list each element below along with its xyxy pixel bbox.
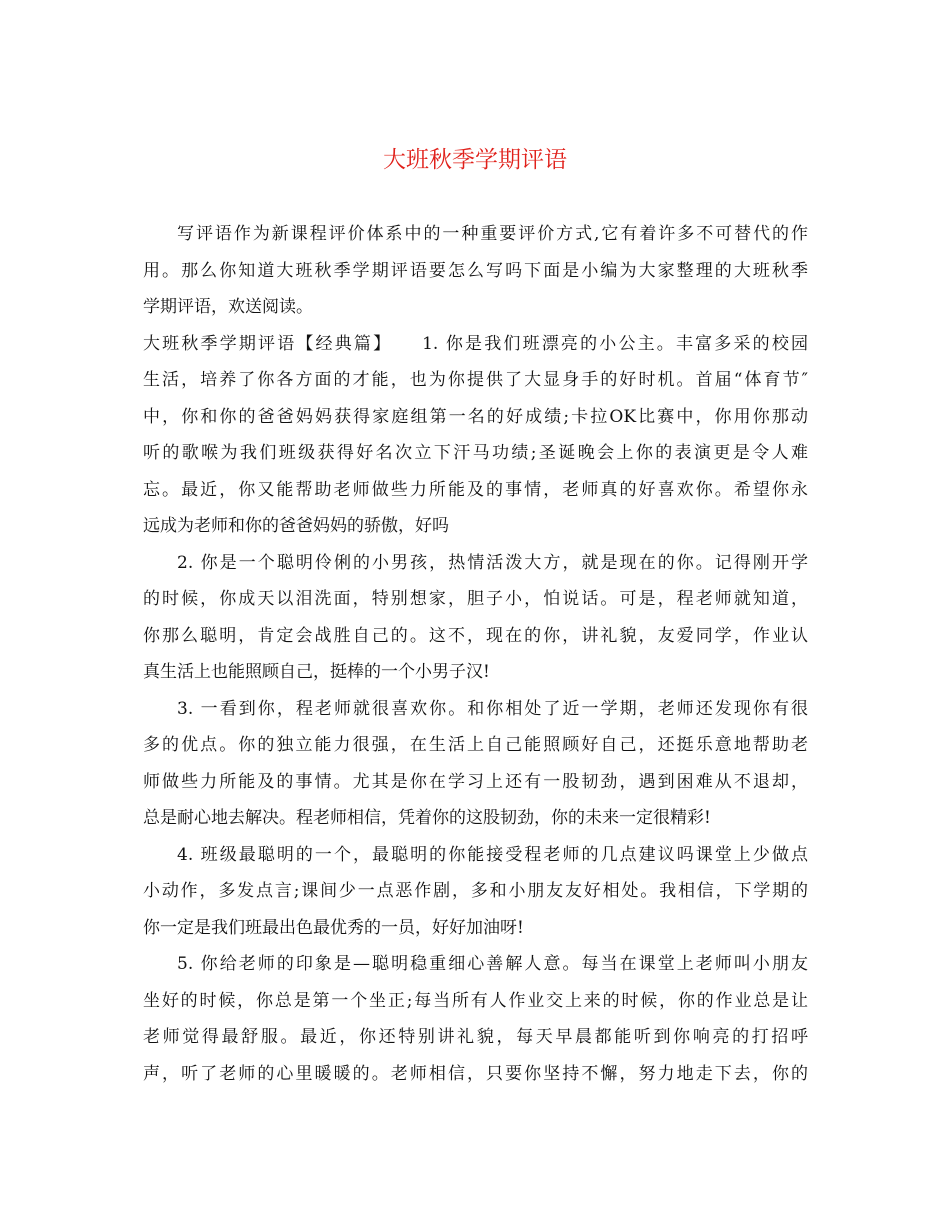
text-line: 5. 你给老师的印象是—聪明稳重细心善解人意。每当在课堂上老师叫小朋友: [177, 954, 808, 974]
text-line: 中，你和你的爸爸妈妈获得家庭组第一名的好成绩;卡拉OK比赛中，你用你那动: [143, 406, 808, 427]
text-line: 2. 你是一个聪明伶俐的小男孩，热情活泼大方，就是现在的你。记得刚开学: [177, 552, 808, 573]
text-line: 3. 一看到你，程老师就很喜欢你。和你相处了近一学期，老师还发现你有很: [177, 698, 808, 719]
text-line: 学期评语，欢送阅读。: [143, 297, 313, 317]
text-line: 听的歌喉为我们班级获得好名次立下汗马功绩;圣诞晚会上你的表演更是令人难: [143, 443, 808, 463]
text-line: 声，听了老师的心里暖暖的。老师相信，只要你坚持不懈，努力地走下去，你的: [143, 1063, 808, 1084]
document-title: 大班秋季学期评语: [383, 147, 567, 173]
text-line: 写评语作为新课程评价体系中的一种重要评价方式,它有着许多不可替代的作: [177, 224, 808, 244]
text-line: 忘。最近，你又能帮助老师做些力所能及的事情，老师真的好喜欢你。希望你永: [143, 479, 808, 500]
text-line: 总是耐心地去解决。程老师相信，凭着你的这股韧劲，你的未来一定很精彩!: [143, 808, 711, 828]
text-line: 真生活上也能照顾自己，挺棒的一个小男子汉!: [143, 662, 490, 682]
text-line: 4. 班级最聪明的一个，最聪明的你能接受程老师的几点建议吗课堂上少做点: [177, 844, 808, 865]
text-line: 的时候，你成天以泪洗面，特别想家，胆子小，怕说话。可是，程老师就知道，: [143, 589, 808, 609]
text-line: 大班秋季学期评语【经典篇】 1. 你是我们班漂亮的小公主。丰富多采的校园: [143, 333, 808, 354]
text-line: 生活，培养了你各方面的才能，也为你提供了大显身手的好时机。首届“体育节″: [143, 370, 808, 390]
text-line: 坐好的时候，你总是第一个坐正;每当所有人作业交上来的时候，你的作业总是让: [143, 990, 808, 1011]
text-line: 你那么聪明，肯定会战胜自己的。这不，现在的你，讲礼貌，友爱同学，作业认: [143, 625, 808, 646]
text-line: 师做些力所能及的事情。尤其是你在学习上还有一股韧劲，遇到困难从不退却，: [143, 771, 808, 792]
intro-block: [143, 216, 808, 1092]
text-line: 用。那么你知道大班秋季学期评语要怎么写吗下面是小编为大家整理的大班秋季: [143, 260, 808, 281]
text-line: 老师觉得最舒服。最近，你还特别讲礼貌，每天早晨都能听到你响亮的打招呼: [143, 1027, 808, 1047]
text-line: 多的优点。你的独立能力很强，在生活上自己能照顾好自己，还挺乐意地帮助老: [143, 735, 808, 755]
text-line: 远成为老师和你的爸爸妈妈的骄傲，好吗: [143, 516, 449, 536]
text-line: 小动作，多发点言;课间少一点恶作剧，多和小朋友友好相处。我相信，下学期的: [143, 881, 808, 901]
text-line: 你一定是我们班最出色最优秀的一员，好好加油呀!: [143, 917, 524, 938]
